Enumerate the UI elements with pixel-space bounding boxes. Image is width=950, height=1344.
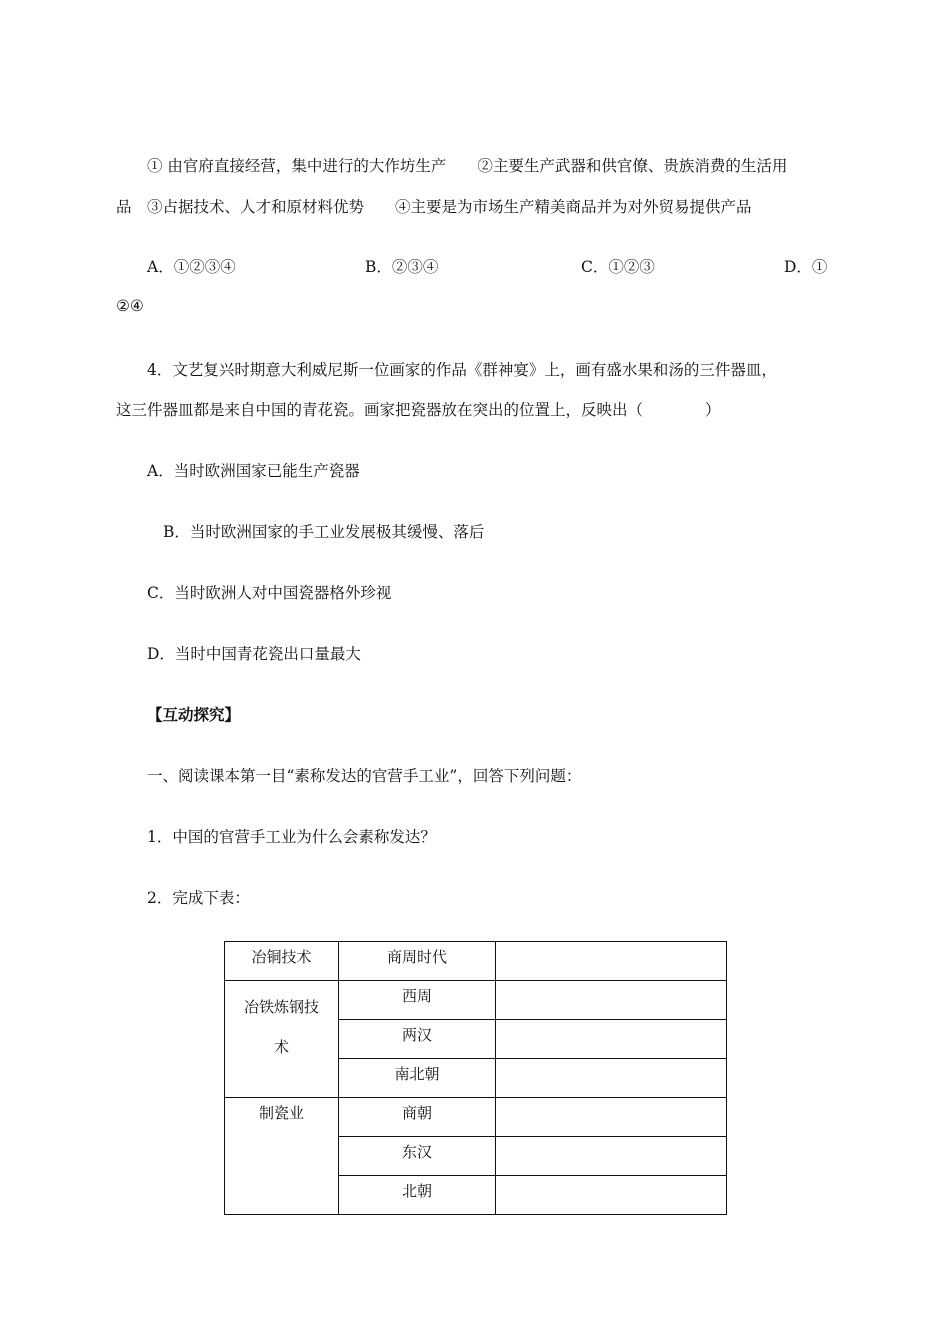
question-item-1: 1．中国的官营手工业为什么会素称发达？ [147,828,436,846]
q3-option-d: D．① [784,258,828,276]
q4-option-b: B．当时欧洲国家的手工业发展极其缓慢、落后 [163,523,485,541]
q4-option-a: A．当时欧洲国家已能生产瓷器 [147,462,360,480]
section-intro: 一、阅读课本第一目“素称发达的官营手工业”，回答下列问题： [147,767,582,785]
table-row [225,942,727,981]
table-cell-category: 制瓷业 [225,1098,339,1215]
table-cell-answer[interactable] [496,1098,727,1137]
table-cell-period: 商朝 [339,1098,496,1137]
section-heading: 【互动探究】 [147,705,241,724]
table-cell-category: 冶铜技术 [225,942,339,981]
q3-option-d-wrap: ②④ [116,297,144,315]
table-cell-category [225,981,339,1098]
q4-option-c: C．当时欧洲人对中国瓷器格外珍视 [147,584,392,602]
table-cell-period: 北朝 [339,1176,496,1215]
q3-option-c: C．①②③ [581,258,655,276]
table-row [225,1098,727,1137]
table-cell-period: 西周 [339,981,496,1020]
q4-stem-line2: 这三件器皿都是来自中国的青花瓷。画家把瓷器放在突出的位置上，反映出（ ） [116,401,721,419]
q3-statement-line2: 品 ③占据技术、人才和原材料优势 ④主要是为市场生产精美商品并为对外贸易提供产品 [116,198,752,216]
question-item-2: 2．完成下表： [147,889,250,907]
q3-options [147,255,837,277]
table-cell-period: 两汉 [339,1020,496,1059]
q3-statement-line1: ① 由官府直接经营，集中进行的大作坊生产 ②主要生产武器和供官僚、贵族消费的生活用 [147,157,788,175]
table-row [225,981,727,1020]
table-cell-period: 商周时代 [339,942,496,981]
category-line1: 冶铁炼钢技 [243,998,319,1016]
table-cell-answer[interactable] [496,942,727,981]
fill-in-table [224,941,727,1215]
category-line2: 术 [273,1038,289,1056]
table-cell-period: 南北朝 [339,1059,496,1098]
q3-option-a: A．①②③④ [147,258,236,276]
table-cell-answer[interactable] [496,1020,727,1059]
table-cell-answer[interactable] [496,981,727,1020]
table-cell-answer[interactable] [496,1176,727,1215]
q4-option-d: D．当时中国青花瓷出口量最大 [147,645,361,663]
table-cell-answer[interactable] [496,1059,727,1098]
table-cell-answer[interactable] [496,1137,727,1176]
q3-option-b: B．②③④ [365,258,439,276]
table-cell-period: 东汉 [339,1137,496,1176]
q4-stem-line1: 4．文艺复兴时期意大利威尼斯一位画家的作品《群神宴》上，画有盛水果和汤的三件器皿， [147,361,777,379]
